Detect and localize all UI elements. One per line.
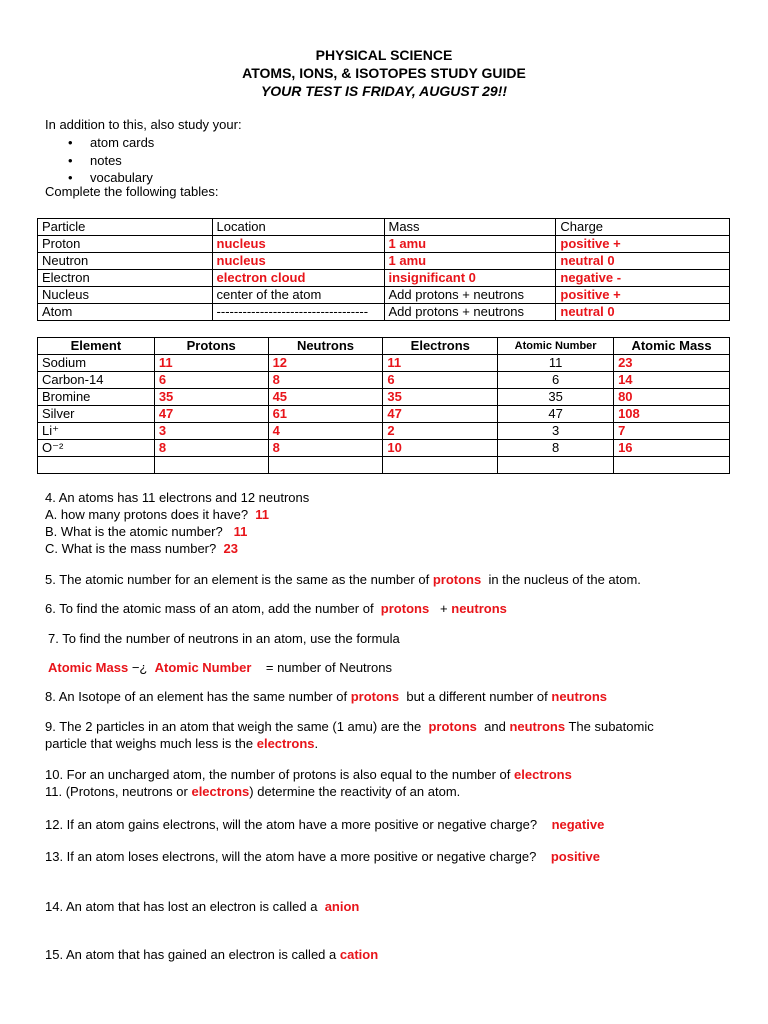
answer-text: protons [350,689,400,704]
answer-text: protons [432,572,482,587]
table-cell: 4 [268,423,383,440]
answer-text: electrons [256,736,315,751]
table-cell: 1 amu [384,253,556,270]
table-cell: 1 amu [384,236,556,253]
test-date-line: YOUR TEST IS FRIDAY, AUGUST 29!! [260,83,508,99]
table-cell: 16 [614,440,730,457]
table-row [38,253,730,270]
table-cell: insignificant 0 [384,270,556,287]
table-cell: neutral 0 [556,253,730,270]
table-cell: neutral 0 [556,304,730,321]
table-cell [614,457,730,474]
question-4: 4. An atoms has 11 electrons and 12 neutrons [45,490,310,505]
table-cell: Nucleus [38,287,213,304]
answer-text: 11 [233,524,248,539]
question-9-line-2: particle that weighs much less is the electrons. [45,736,319,751]
table-header: Protons [154,338,268,355]
question-6: 6. To find the atomic mass of an atom, add the number of protons + neutrons [45,601,507,616]
table-cell: 7 [614,423,730,440]
question-4c: C. What is the mass number? 23 [45,541,238,556]
table-row [38,389,730,406]
answer-text: neutrons [451,601,507,616]
table-cell: Proton [38,236,213,253]
question-15: 15. An atom that has gained an electron is called a cation [45,947,379,962]
table-cell [154,457,268,474]
table-cell: Sodium [38,355,155,372]
list-item: • atom cards [68,134,154,152]
table-header: Neutrons [268,338,383,355]
question-4b: B. What is the atomic number? 11 [45,524,248,539]
table-cell: 45 [268,389,383,406]
table-cell: 47 [154,406,268,423]
answer-text: neutrons [551,689,608,704]
table-header-row [38,219,730,236]
table-header: Atomic Number [498,338,614,355]
table-row [38,304,730,321]
table-cell: 23 [614,355,730,372]
question-8: 8. An Isotope of an element has the same number of protons but a different number of neutrons [45,689,608,704]
list-item: • notes [68,152,154,170]
table-header: Atomic Mass [614,338,730,355]
table-cell: Atom [38,304,213,321]
table-header: Charge [556,219,730,236]
question-4a: A. how many protons does it have? 11 [45,507,270,522]
table-cell: 47 [498,406,614,423]
table-row [38,236,730,253]
table-cell: Electron [38,270,213,287]
table-cell: electron cloud [212,270,384,287]
table-cell: Neutron [38,253,213,270]
question-10: 10. For an uncharged atom, the number of protons is also equal to the number of electrons [45,767,572,782]
table-header-row [38,338,730,355]
table-cell: 35 [154,389,268,406]
table-cell: Silver [38,406,155,423]
title-line-2: ATOMS, IONS, & ISOTOPES STUDY GUIDE [242,65,526,81]
table-cell: 14 [614,372,730,389]
table-cell: 8 [154,440,268,457]
table-row [38,423,730,440]
table-header: Electrons [383,338,498,355]
table-cell: center of the atom [212,287,384,304]
question-7: 7. To find the number of neutrons in an atom, use the formula [48,631,400,646]
answer-text: anion [324,899,360,914]
table-header: Mass [384,219,556,236]
table-row [38,372,730,389]
table-cell [268,457,383,474]
answer-text: 11 [255,507,270,522]
table-cell: Carbon-14 [38,372,155,389]
table-cell: 47 [383,406,498,423]
answer-text: neutrons [509,719,566,734]
table-cell: Li⁺ [38,423,155,440]
table-header: Element [38,338,155,355]
particle-table [37,218,730,321]
table-row [38,406,730,423]
question-12: 12. If an atom gains electrons, will the atom have a more positive or negative charge? negative [45,817,605,832]
table-row [38,457,730,474]
answer-text: protons [428,719,477,734]
table-cell: 8 [498,440,614,457]
table-cell: 6 [154,372,268,389]
table-cell: 11 [154,355,268,372]
table-cell: nucleus [212,253,384,270]
table-cell: ----------------------------------- [212,304,384,321]
table-cell: 10 [383,440,498,457]
table-cell: 8 [268,372,383,389]
table-cell: 61 [268,406,383,423]
question-14: 14. An atom that has lost an electron is called a anion [45,899,360,914]
table-cell: 8 [268,440,383,457]
table-cell: nucleus [212,236,384,253]
table-cell: 108 [614,406,730,423]
table-cell [38,457,155,474]
answer-text: cation [339,947,379,962]
table-cell: 12 [268,355,383,372]
table-cell [383,457,498,474]
table-cell: Bromine [38,389,155,406]
element-table [37,337,730,474]
table-cell: 35 [383,389,498,406]
table-cell: Add protons + neutrons [384,304,556,321]
question-9: 9. The 2 particles in an atom that weigh the same (1 amu) are the protons and neutrons The subatomic [45,719,654,734]
answer-text: electrons [514,767,572,782]
title-line-1: PHYSICAL SCIENCE [315,47,453,63]
intro-text: In addition to this, also study your: [45,117,242,132]
question-11: 11. (Protons, neutrons or electrons) determine the reactivity of an atom. [45,784,461,799]
table-cell: Add protons + neutrons [384,287,556,304]
table-cell: O⁻² [38,440,155,457]
table-cell: 80 [614,389,730,406]
instructions-text: Complete the following tables: [45,184,219,199]
table-cell: 3 [498,423,614,440]
answer-text: electrons [191,784,250,799]
table-row [38,355,730,372]
table-header: Location [212,219,384,236]
answer-text: negative [551,817,605,832]
table-row [38,440,730,457]
table-cell: 2 [383,423,498,440]
table-header: Particle [38,219,213,236]
list-item: • vocabulary [68,169,154,187]
table-row [38,270,730,287]
table-cell: 3 [154,423,268,440]
table-cell: positive + [556,287,730,304]
answer-text: positive [550,849,600,864]
study-list [68,134,154,187]
table-cell: negative - [556,270,730,287]
table-cell: 35 [498,389,614,406]
answer-text: 23 [223,541,238,556]
table-cell [498,457,614,474]
table-row [38,287,730,304]
table-cell: positive + [556,236,730,253]
answer-text: protons [380,601,430,616]
table-cell: 6 [383,372,498,389]
table-cell: 6 [498,372,614,389]
question-13: 13. If an atom loses electrons, will the atom have a more positive or negative charge? positive [45,849,600,864]
question-5: 5. The atomic number for an element is the same as the number of protons in the nucleus of the atom. [45,572,641,587]
neutron-formula: Atomic Mass −¿ Atomic Number = number of Neutrons [48,660,392,675]
table-cell: 11 [383,355,498,372]
table-cell: 11 [498,355,614,372]
